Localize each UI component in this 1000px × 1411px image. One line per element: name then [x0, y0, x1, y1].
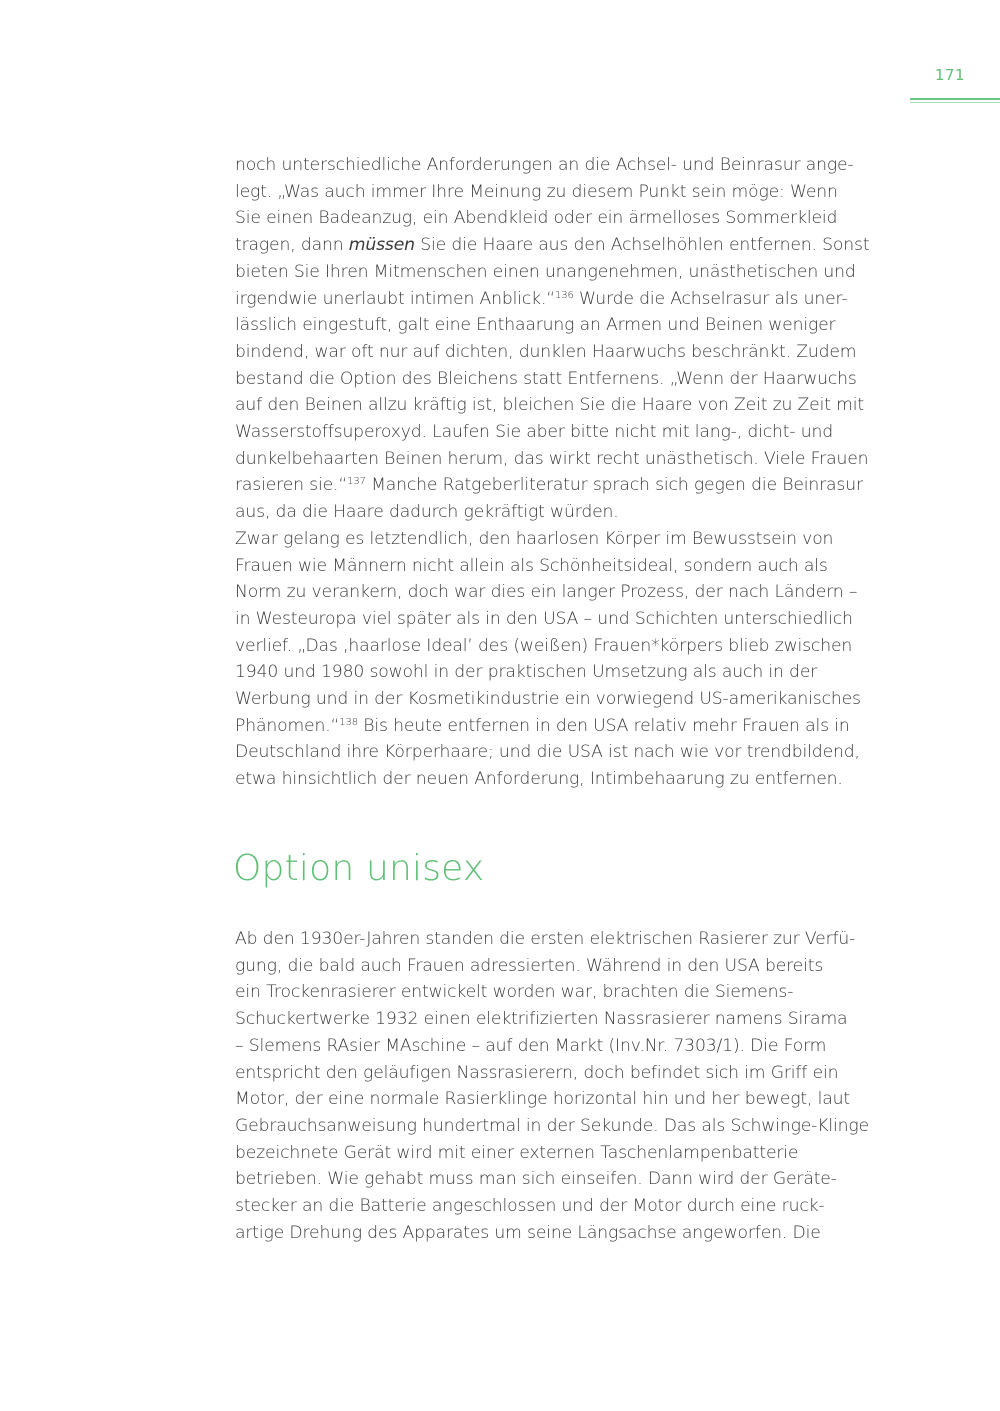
text-line: [235, 472, 895, 499]
text-line: Ab den 1930er-Jahren standen die ersten elektrischen Rasierer zur Verfü-: [235, 929, 856, 949]
text-line: [235, 232, 895, 259]
text-segment: Phänomen.“: [235, 715, 340, 736]
text-line: auf den Beinen allzu kräftig ist, bleichen Sie die Haare von Zeit zu Zeit mit: [235, 395, 864, 416]
text-line: gung, die bald auch Frauen adressierten. Während in den USA bereits: [235, 955, 824, 976]
text-line: Motor, der eine normale Rasierklinge horizontal hin und her bewegt, laut: [235, 1089, 850, 1110]
text-line: entspricht den geläufigen Nassrasierern, doch befindet sich im Griff ein: [235, 1062, 839, 1083]
text-line: Norm zu verankern, doch war dies ein langer Prozess, der nach Ländern –: [235, 582, 858, 603]
body-text-top: [235, 152, 895, 793]
text-segment: irgendwie unerlaubt intimen Anblick.“: [235, 288, 556, 309]
emphasis-text: müssen: [348, 235, 415, 256]
text-line: bezeichnete Gerät wird mit einer externen Taschenlampenbatterie: [235, 1142, 799, 1163]
text-line: etwa hinsichtlich der neuen Anforderung, Intimbehaarung zu entfernen.: [235, 769, 843, 790]
text-line: Werbung und in der Kosmetikindustrie ein vorwiegend US-amerikanisches: [235, 689, 861, 710]
page-number: 171: [934, 66, 965, 84]
text-line: Deutschland ihre Körperhaare; und die USA ist nach wie vor trendbildend,: [235, 742, 860, 763]
text-line: bestand die Option des Bleichens statt Entfernens. „Wenn der Haarwuchs: [235, 368, 857, 389]
text-segment: Manche Ratgeberliteratur sprach sich gegen die Beinrasur: [365, 475, 863, 496]
body-text-bottom: [235, 926, 895, 1246]
text-segment: Wurde die Achselrasur als uner-: [573, 288, 848, 309]
footnote-marker: 137: [347, 476, 366, 488]
text-line: stecker an die Batterie angeschlossen und der Motor durch eine ruck-: [235, 1196, 825, 1217]
page-rule: [910, 98, 1000, 100]
text-segment: Bis heute entfernen in den USA relativ mehr Frauen als in: [357, 715, 850, 736]
text-line: ein Trockenrasierer entwickelt worden war, brachten die Siemens-: [235, 982, 794, 1003]
text-line: Wasserstoffsuperoxyd. Laufen Sie aber bitte nicht mit lang-, dicht- und: [235, 422, 833, 443]
page-rule-thin: [910, 102, 1000, 103]
text-line: in Westeuropa viel später als in den USA – und Schichten unterschiedlich: [235, 608, 853, 629]
text-line: Gebrauchsanweisung hundertmal in der Sekunde. Das als Schwinge-Klinge: [235, 1115, 869, 1136]
text-line: – Slemens RAsier MAschine – auf den Markt (Inv.Nr. 7303/1). Die Form: [235, 1035, 827, 1056]
text-line: Schuckertwerke 1932 einen elektrifizierten Nassrasierer namens Sirama: [235, 1009, 848, 1030]
text-line: betrieben. Wie gehabt muss man sich einseifen. Dann wird der Geräte-: [235, 1169, 837, 1190]
text-line: [235, 286, 895, 313]
text-line: lässlich eingestuft, galt eine Enthaarung an Armen und Beinen weniger: [235, 315, 836, 336]
text-line: legt. „Was auch immer Ihre Meinung zu diesem Punkt sein möge: Wenn: [235, 181, 838, 202]
text-line: dunkelbehaarten Beinen herum, das wirkt recht unästhetisch. Viele Frauen: [235, 448, 869, 469]
text-line: 1940 und 1980 sowohl in der praktischen Umsetzung als auch in der: [235, 662, 818, 683]
text-line: Sie einen Badeanzug, ein Abendkleid oder ein ärmelloses Sommerkleid: [235, 208, 838, 229]
footnote-marker: 138: [339, 716, 358, 728]
text-segment: rasieren sie.“: [235, 475, 348, 496]
text-line: bindend, war oft nur auf dichten, dunklen Haarwuchs beschränkt. Zudem: [235, 341, 857, 362]
footnote-marker: 136: [555, 289, 574, 301]
text-line: Frauen wie Männern nicht allein als Schönheitsideal, sondern auch als: [235, 555, 828, 576]
text-segment: tragen, dann: [235, 235, 349, 256]
section-heading: Option unisex: [233, 848, 485, 889]
text-line: bieten Sie Ihren Mitmenschen einen unangenehmen, unästhetischen und: [235, 261, 856, 282]
text-line: aus, da die Haare dadurch gekräftigt würden.: [235, 502, 619, 523]
text-segment: Sie die Haare aus den Achselhöhlen entfernen. Sonst: [414, 235, 870, 256]
text-line: verlief. „Das ‚haarlose Ideal’ des (weißen) Frauen*körpers blieb zwischen: [235, 635, 853, 656]
text-line: noch unterschiedliche Anforderungen an die Achsel- und Beinrasur ange-: [235, 155, 854, 175]
text-line: artige Drehung des Apparates um seine Längsachse angeworfen. Die: [235, 1222, 821, 1243]
text-line: Zwar gelang es letztendlich, den haarlosen Körper im Bewusstsein von: [235, 528, 834, 549]
text-line: [235, 713, 895, 740]
